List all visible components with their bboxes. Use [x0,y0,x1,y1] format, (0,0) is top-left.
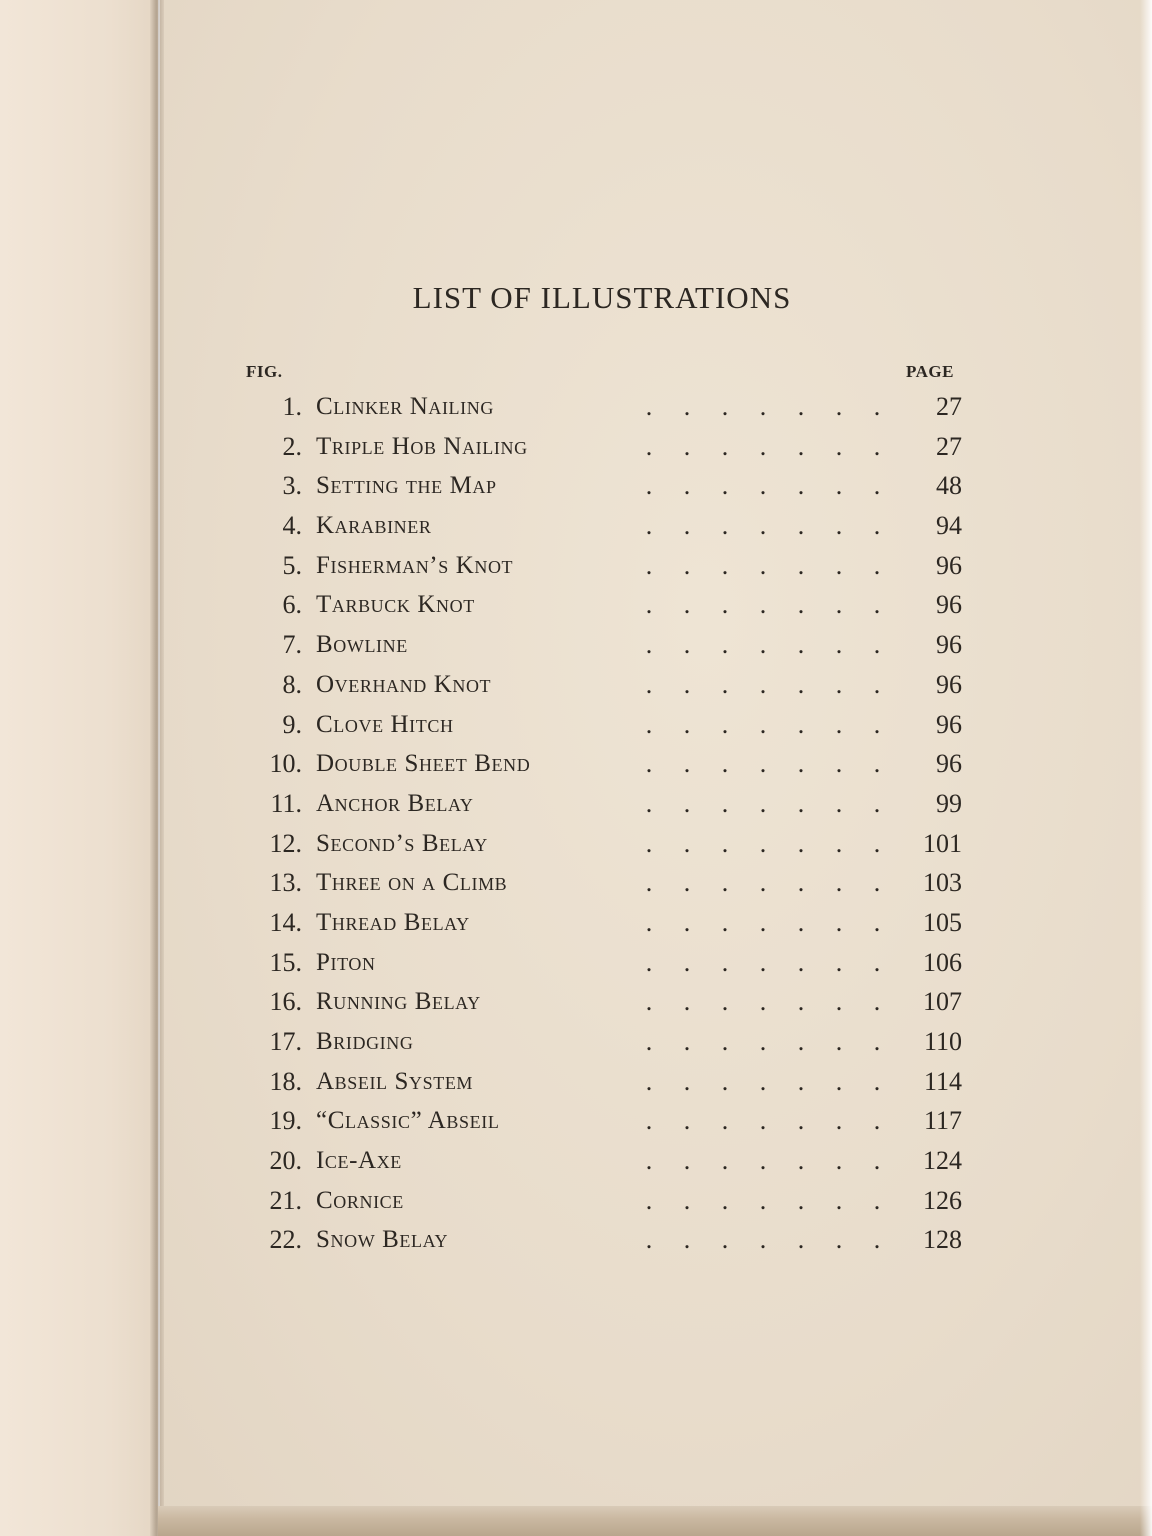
page-number: 96 [936,669,962,699]
figure-number: 19. [269,1106,302,1136]
figure-number: 6. [282,590,302,620]
figure-title: Piton [316,948,376,976]
dot-leader: . . . . . . . [645,669,881,699]
figure-number: 20. [269,1146,302,1176]
illustrations-list [240,388,980,1261]
page-number: 96 [936,749,962,779]
dot-leader: . . . . . . . [645,947,881,977]
dot-leader: . . . . . . . [645,511,881,541]
figure-title: Three on a Climb [316,869,508,897]
list-item [240,1142,980,1182]
list-item [240,1023,980,1063]
dot-leader: . . . . . . . [645,907,881,937]
figure-title: Tarbuck Knot [316,591,475,619]
list-item [240,626,980,666]
fig-column-header: FIG. [246,362,283,381]
page-number: 94 [936,511,962,541]
list-item [240,983,980,1023]
dot-leader: . . . . . . . [645,392,881,421]
figure-title: Bowline [316,631,408,659]
figure-number: 10. [269,749,302,779]
figure-title: Fisherman’s Knot [316,551,514,579]
page-number: 106 [923,947,962,977]
figure-number: 21. [269,1185,302,1215]
figure-title: Thread Belay [316,908,470,936]
list-item [240,864,980,904]
book-gutter [150,0,164,1536]
page-number: 96 [936,709,962,739]
dot-leader: . . . . . . . [645,788,881,818]
dot-leader: . . . . . . . [645,630,881,660]
page-number: 96 [936,590,962,620]
page-number: 101 [923,828,962,858]
figure-title: Anchor Belay [316,789,474,817]
figure-title: Overhand Knot [316,670,492,698]
page-number: 103 [923,868,962,898]
list-item [240,1221,980,1261]
figure-title: Bridging [316,1028,414,1055]
page-column-header: PAGE [906,362,954,381]
page-number: 105 [923,907,962,937]
figure-number: 12. [269,828,302,858]
list-item [240,428,980,468]
figure-number: 11. [270,788,302,818]
figure-title: Snow Belay [316,1226,449,1254]
figure-title: Double Sheet Bend [316,750,531,778]
page-number: 27 [936,392,962,421]
list-item [240,507,980,547]
dot-leader: . . . . . . . [645,431,881,461]
list-item [240,1182,980,1222]
dot-leader: . . . . . . . [645,590,881,620]
figure-number: 13. [269,868,302,898]
list-item [240,1063,980,1103]
list-item [240,944,980,984]
dot-leader: . . . . . . . [645,1066,881,1096]
figure-number: 16. [269,987,302,1017]
figure-title: Second’s Belay [316,829,488,857]
list-item [240,666,980,706]
dot-leader: . . . . . . . [645,709,881,739]
figure-number: 17. [269,1027,302,1056]
page-number: 27 [936,431,962,461]
figure-title: Clove Hitch [316,710,454,738]
page-number: 117 [923,1106,962,1136]
figure-title: Clinker Nailing [316,393,494,420]
figure-title: Setting the Map [316,472,497,500]
page-number: 114 [923,1066,962,1096]
figure-number: 22. [269,1225,302,1255]
figure-number: 1. [282,392,302,421]
page-number: 110 [923,1027,962,1056]
list-item [240,1102,980,1142]
page-number: 99 [936,788,962,818]
list-item [240,586,980,626]
page-right-edge [1140,0,1152,1536]
list-item [240,706,980,746]
left-page [0,0,158,1536]
figure-number: 7. [282,630,302,660]
page-number: 107 [923,987,962,1017]
dot-leader: . . . . . . . [645,471,881,501]
dot-leader: . . . . . . . [645,1146,881,1176]
page-number: 96 [936,550,962,580]
page-number: 128 [923,1225,962,1255]
dot-leader: . . . . . . . [645,1027,881,1056]
dot-leader: . . . . . . . [645,987,881,1017]
list-item [240,388,980,428]
page-number: 124 [923,1146,962,1176]
list-item [240,745,980,785]
list-item [240,467,980,507]
figure-title: Triple Hob Nailing [316,432,528,460]
dot-leader: . . . . . . . [645,749,881,779]
figure-number: 8. [282,669,302,699]
figure-number: 15. [269,947,302,977]
figure-number: 3. [282,471,302,501]
page-number: 96 [936,630,962,660]
figure-number: 14. [269,907,302,937]
figure-number: 9. [282,709,302,739]
page-number: 48 [936,471,962,501]
dot-leader: . . . . . . . [645,1106,881,1136]
figure-title: “Classic” Abseil [316,1107,500,1135]
dot-leader: . . . . . . . [645,1225,881,1255]
book-bottom-edge [158,1506,1152,1536]
figure-title: Running Belay [316,988,481,1016]
figure-number: 4. [282,511,302,541]
dot-leader: . . . . . . . [645,868,881,898]
dot-leader: . . . . . . . [645,828,881,858]
list-item [240,825,980,865]
figure-title: Ice-Axe [316,1147,402,1175]
figure-title: Abseil System [316,1067,474,1095]
page-number: 126 [923,1185,962,1215]
list-item [240,904,980,944]
dot-leader: . . . . . . . [645,550,881,580]
list-item [240,785,980,825]
figure-title: Karabiner [316,512,432,540]
page-title: LIST OF ILLUSTRATIONS [412,280,792,315]
figure-number: 5. [282,550,302,580]
figure-title: Cornice [316,1186,404,1214]
dot-leader: . . . . . . . [645,1185,881,1215]
list-item [240,547,980,587]
figure-number: 18. [269,1066,302,1096]
figure-number: 2. [282,431,302,461]
